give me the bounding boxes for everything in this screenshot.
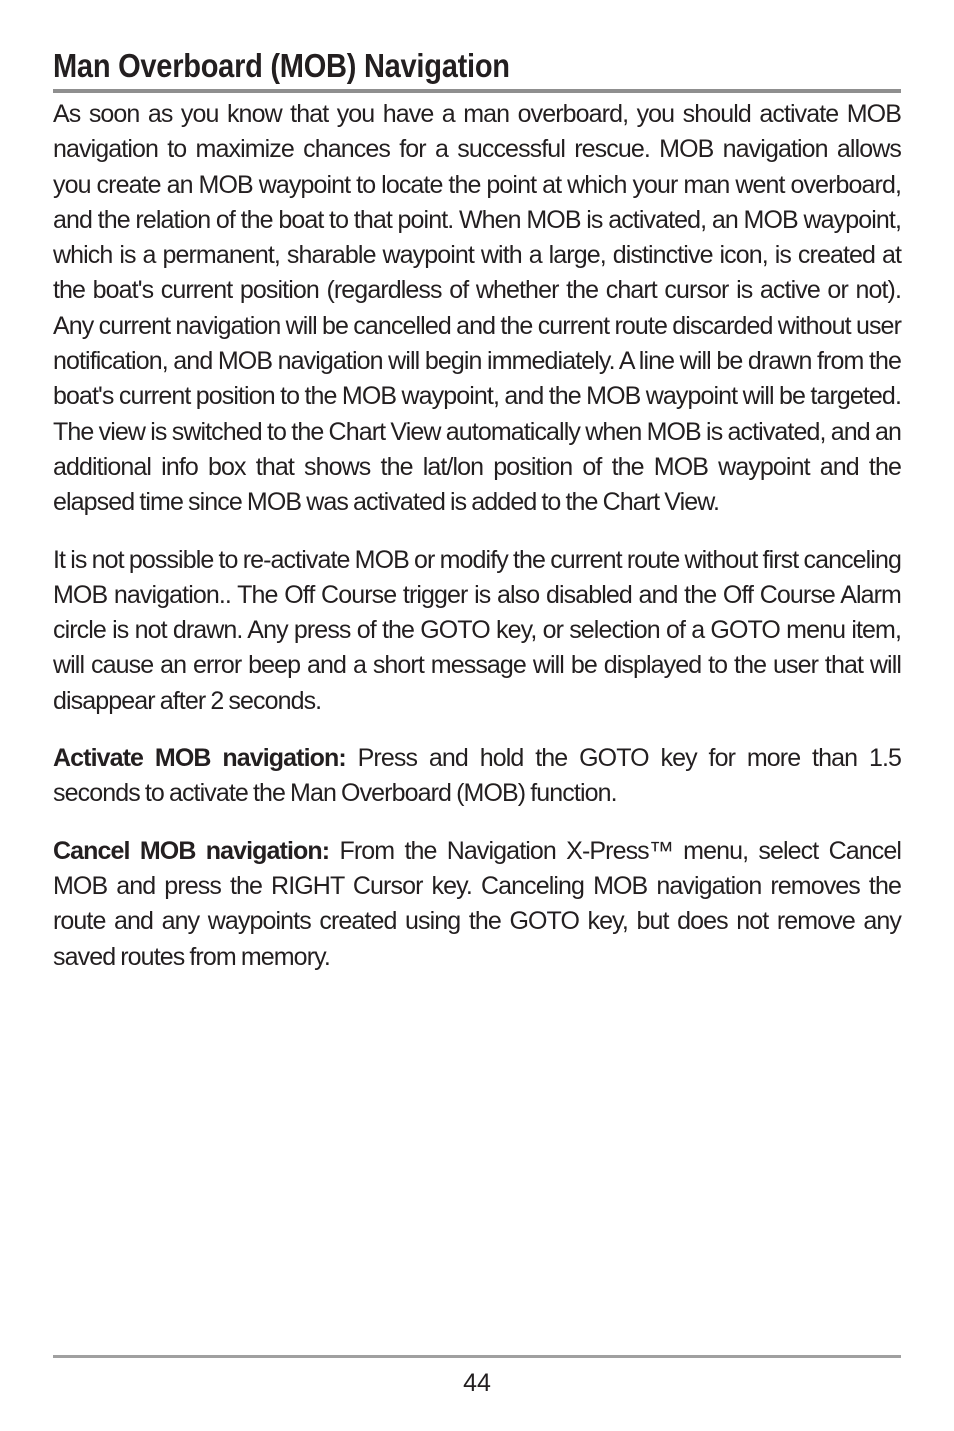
cancel-mob-label: Cancel MOB navigation: xyxy=(53,836,330,865)
body-text xyxy=(53,97,901,997)
restrictions-paragraph: It is not possible to re-activate MOB or modify the current route without first canceling MOB navigation.. The Off Course trigger is also disabled and the Off Course Alarm circle is not drawn. Any press of the GOTO key, or selection of a GOTO menu item, will cause an error beep and a short message will be displayed to the user that will disappear after 2 seconds. xyxy=(53,545,901,715)
activate-mob-paragraph xyxy=(53,741,901,812)
title-divider xyxy=(53,89,901,93)
page-number: 44 xyxy=(463,1369,491,1397)
activate-mob-text: Press and hold the GOTO key for more than 1.5 seconds to activate the Man Overboard (MOB) function. xyxy=(53,744,901,808)
cancel-mob-paragraph xyxy=(53,834,901,975)
activate-mob-label: Activate MOB navigation: xyxy=(53,744,346,773)
page-title: Man Overboard (MOB) Navigation xyxy=(53,47,510,84)
document-page xyxy=(53,0,901,1431)
cancel-mob-text: From the Navigation X-Press™ menu, select Cancel MOB and press the RIGHT Cursor key. Canceling MOB navigation removes the route and any waypoints created using the GOTO key, but does not remove any saved routes from memory. xyxy=(53,836,901,971)
intro-paragraph: As soon as you know that you have a man overboard, you should activate MOB navigation to maximize chances for a successful rescue. MOB navigation allows you create an MOB waypoint to locate the point at which your man went overboard, and the relation of the boat to that point. When MOB is activated, an MOB waypoint, which is a permanent, sharable waypoint with a large, distinctive icon, is created at the boat's current position (regardless of whether the chart cursor is active or not). Any current navigation will be cancelled and the current route discarded without user notification, and MOB navigation will begin immediately. A line will be drawn from the boat's current position to the MOB waypoint, and the MOB waypoint will be targeted. The view is switched to the Chart View automatically when MOB is activated, and an additional info box that shows the lat/lon position of the MOB waypoint and the elapsed time since MOB was activated is added to the Chart View. xyxy=(53,100,901,517)
footer-divider xyxy=(53,1355,901,1358)
